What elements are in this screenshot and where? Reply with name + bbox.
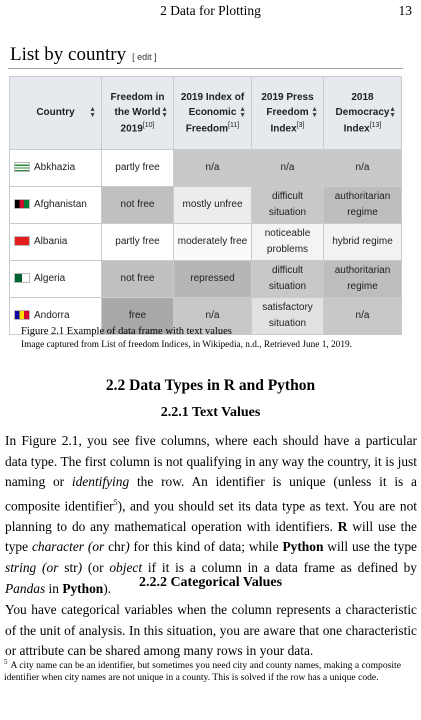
- body-paragraph: In Figure 2.1, you see five columns, where each should have a particular data type. The first column is not qualifying in any way the country, it is just naming or identifying the row. An identifier is unique (unless it is a composite identifier$^5$), and you should set its data type as text. You are not planning to do any mathematical operation with identifiers. R will use the type character (or chr) for this kind of data; while Python will use the type string (or str) (or object if it is a column in a data frame as defined by Pandas in Python).: [5, 433, 417, 596]
- footnote-mark: 5: [4, 658, 8, 666]
- sort-icon[interactable]: ▲ ▼: [389, 106, 396, 119]
- running-head-title: 2 Data for Plotting: [160, 3, 261, 18]
- edit-link[interactable]: [ edit ]: [132, 52, 157, 62]
- country-cell[interactable]: Andorra: [10, 298, 102, 335]
- col-header-press[interactable]: 2019 Press Freedom Index[3] ▲ ▼: [252, 77, 324, 150]
- freedom-cell: partly free: [102, 224, 174, 261]
- table-row: [10, 150, 402, 187]
- subsection-heading-categorical-values: 2.2.2 Categorical Values: [138, 575, 283, 590]
- heading-rule: [8, 68, 403, 69]
- table-row: [10, 224, 402, 261]
- col-header-economic[interactable]: 2019 Index of Economic Freedom[11] ▲ ▼: [174, 77, 252, 150]
- democracy-cell: authoritarian regime: [324, 187, 402, 224]
- freedom-cell: not free: [102, 261, 174, 298]
- economic-cell: n/a: [174, 150, 252, 187]
- press-cell: noticeable problems: [252, 224, 324, 261]
- democracy-cell: n/a: [324, 150, 402, 187]
- col-header-country[interactable]: Country ▲ ▼: [10, 77, 102, 150]
- andorra-flag-icon: [14, 310, 30, 320]
- footnote: [4, 657, 416, 683]
- press-cell: difficult situation: [252, 187, 324, 224]
- wiki-heading-title: List by country: [10, 44, 127, 65]
- democracy-cell: hybrid regime: [324, 224, 402, 261]
- press-cell: difficult situation: [252, 261, 324, 298]
- table-header-row: [10, 77, 402, 150]
- democracy-cell: authoritarian regime: [324, 261, 402, 298]
- wiki-heading: [10, 44, 403, 66]
- economic-cell: n/a: [174, 298, 252, 335]
- economic-cell: mostly unfree: [174, 187, 252, 224]
- table-row: [10, 261, 402, 298]
- section-heading: 2.2 Data Types in R and Python: [105, 377, 316, 394]
- figure-screenshot: [8, 44, 403, 329]
- country-cell[interactable]: Algeria: [10, 261, 102, 298]
- country-cell[interactable]: Abkhazia: [10, 150, 102, 187]
- caption-source: Image captured from List of freedom Indices, in Wikipedia, n.d., Retrieved June 1, 2019.: [21, 340, 352, 350]
- caption-title: Figure 2.1 Example of data frame with text values: [21, 326, 232, 337]
- economic-cell: moderately free: [174, 224, 252, 261]
- page-number: 13: [398, 3, 412, 18]
- sort-icon[interactable]: ▲ ▼: [161, 106, 168, 119]
- country-cell[interactable]: Albania: [10, 224, 102, 261]
- albania-flag-icon: [14, 236, 30, 246]
- col-header-democracy[interactable]: 2018 Democracy Index[13] ▲ ▼: [324, 77, 402, 150]
- economic-cell: repressed: [174, 261, 252, 298]
- afghanistan-flag-icon: [14, 199, 30, 209]
- table-row: [10, 187, 402, 224]
- body-paragraph: You have categorical variables when the column represents a characteristic of the unit of analysis. In this situation, you are aware that one characteristic or attribute can be shared among many rows in your data.: [5, 602, 417, 659]
- figure-caption: [21, 326, 411, 350]
- col-header-freedom[interactable]: Freedom in the World 2019[10] ▲ ▼: [102, 77, 174, 150]
- footnote-reference[interactable]: 5: [113, 497, 118, 507]
- democracy-cell: n/a: [324, 298, 402, 335]
- sort-icon[interactable]: ▲ ▼: [89, 106, 96, 119]
- freedom-cell: free: [102, 298, 174, 335]
- freedom-cell: not free: [102, 187, 174, 224]
- freedom-cell: partly free: [102, 150, 174, 187]
- press-cell: n/a: [252, 150, 324, 187]
- sort-icon[interactable]: ▲ ▼: [239, 106, 246, 119]
- press-cell: satisfactory situation: [252, 298, 324, 335]
- freedom-table: [9, 76, 402, 335]
- subsection-heading-text-values: 2.2.1 Text Values: [160, 405, 261, 420]
- abkhazia-flag-icon: [14, 162, 30, 172]
- sort-icon[interactable]: ▲ ▼: [311, 106, 318, 119]
- algeria-flag-icon: [14, 273, 30, 283]
- country-cell[interactable]: Afghanistan: [10, 187, 102, 224]
- footnote-text: A city name can be an identifier, but sometimes you need city and county names, making a composite identifier when city names are not unique in a county. This is solved if the row has a unique code.: [4, 660, 401, 683]
